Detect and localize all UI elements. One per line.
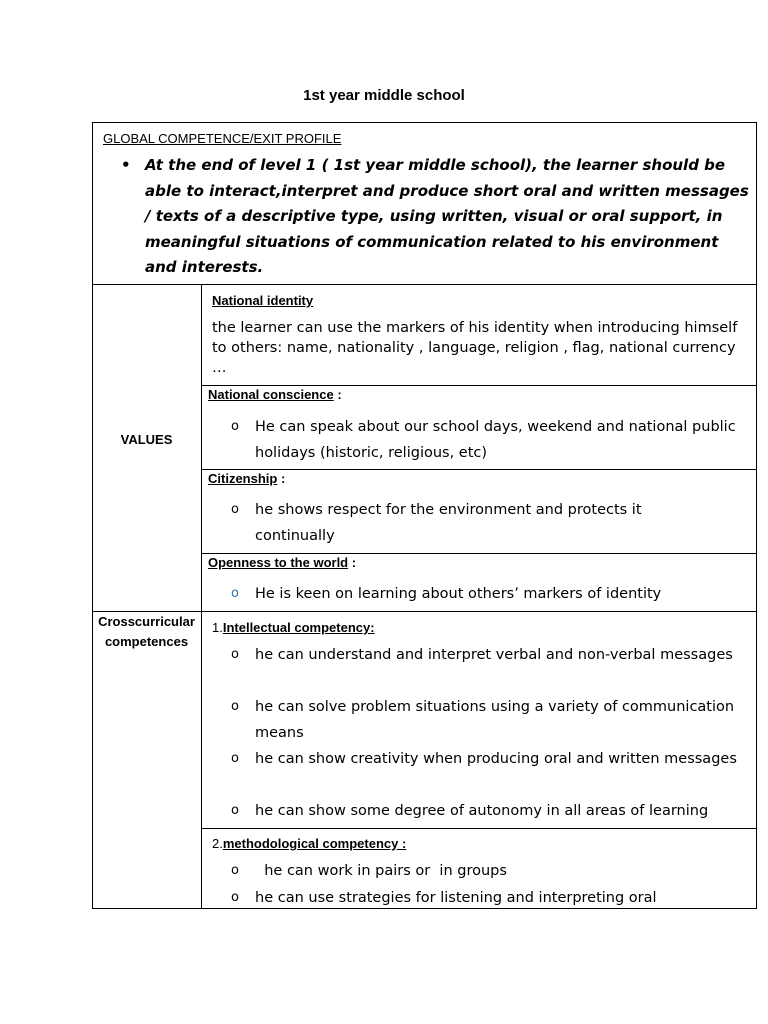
row-divider xyxy=(201,553,757,554)
list-item xyxy=(231,798,751,824)
row-divider xyxy=(201,469,757,470)
national-conscience-title: National conscience xyxy=(208,387,334,402)
list-item-text: he can work in pairs or in groups xyxy=(255,863,507,879)
citizenship-title: Citizenship xyxy=(208,471,278,486)
list-item xyxy=(231,885,741,907)
list-item-text: he can understand and interpret verbal and non-verbal messages xyxy=(255,647,733,663)
list-item xyxy=(231,642,741,668)
list-item-text: he can use strategies for listening and interpreting oral xyxy=(255,890,657,906)
list-item xyxy=(231,581,741,607)
circle-bullet-icon: o xyxy=(231,890,239,905)
circle-bullet-icon: o xyxy=(231,647,239,662)
methodological-title: methodological competency : xyxy=(222,836,407,851)
circle-bullet-icon: o xyxy=(231,863,239,878)
row-divider xyxy=(201,385,757,386)
intellectual-title: Intellectual competency: xyxy=(222,620,375,635)
values-label: VALUES xyxy=(120,432,173,447)
section-number: 2. xyxy=(212,836,223,851)
openness-heading xyxy=(208,555,356,570)
circle-bullet-icon: o xyxy=(231,751,239,766)
circle-bullet-icon: o xyxy=(231,803,239,818)
national-conscience-heading xyxy=(208,387,342,402)
list-item xyxy=(231,497,691,549)
heading-suffix: : xyxy=(277,471,286,486)
intellectual-heading xyxy=(212,620,375,635)
section-number: 1. xyxy=(212,620,223,635)
circle-bullet-icon: o xyxy=(231,699,239,714)
heading-suffix: : xyxy=(348,555,357,570)
list-item xyxy=(231,858,741,884)
list-item-text: He is keen on learning about others’ markers of identity xyxy=(255,586,662,602)
list-item-text: he shows respect for the environment and protects it continually xyxy=(255,502,642,544)
methodological-heading xyxy=(212,836,406,851)
row-divider xyxy=(201,828,757,829)
list-item-text: He can speak about our school days, weekend and national public holidays (historic, religious, etc) xyxy=(255,419,736,461)
global-competence-heading: GLOBAL COMPETENCE/EXIT PROFILE xyxy=(103,131,342,146)
circle-bullet-icon: o xyxy=(231,586,239,601)
page-title: 1st year middle school xyxy=(303,87,465,104)
list-item xyxy=(231,746,741,772)
national-identity-text: the learner can use the markers of his identity when introducing himself to others: name, nationality , language, religion , flag, national currency … xyxy=(212,320,738,376)
circle-bullet-icon: o xyxy=(231,502,239,517)
list-item-text: he can solve problem situations using a variety of communication means xyxy=(255,699,735,741)
citizenship-heading xyxy=(208,471,285,486)
list-item-text: he can show some degree of autonomy in all areas of learning xyxy=(255,803,709,819)
heading-suffix: : xyxy=(333,387,342,402)
national-identity-heading: National identity xyxy=(212,293,314,308)
openness-title: Openness to the world xyxy=(208,555,349,570)
row-divider xyxy=(92,284,757,285)
list-item xyxy=(231,694,741,746)
crosscurricular-label: Crosscurricular competences xyxy=(98,614,195,649)
bullet-icon: • xyxy=(121,156,131,174)
column-divider xyxy=(201,284,202,909)
circle-bullet-icon: o xyxy=(231,419,239,434)
list-item-text: he can show creativity when producing oral and written messages xyxy=(255,751,737,767)
list-item xyxy=(231,414,741,466)
global-competence-text: At the end of level 1 ( 1st year middle school), the learner should be able to interact,interpret and produce short oral and written messages / texts of a descriptive type, using written, visual or oral support, in meaningful situations of communication related to his environment and interests. xyxy=(145,156,749,276)
